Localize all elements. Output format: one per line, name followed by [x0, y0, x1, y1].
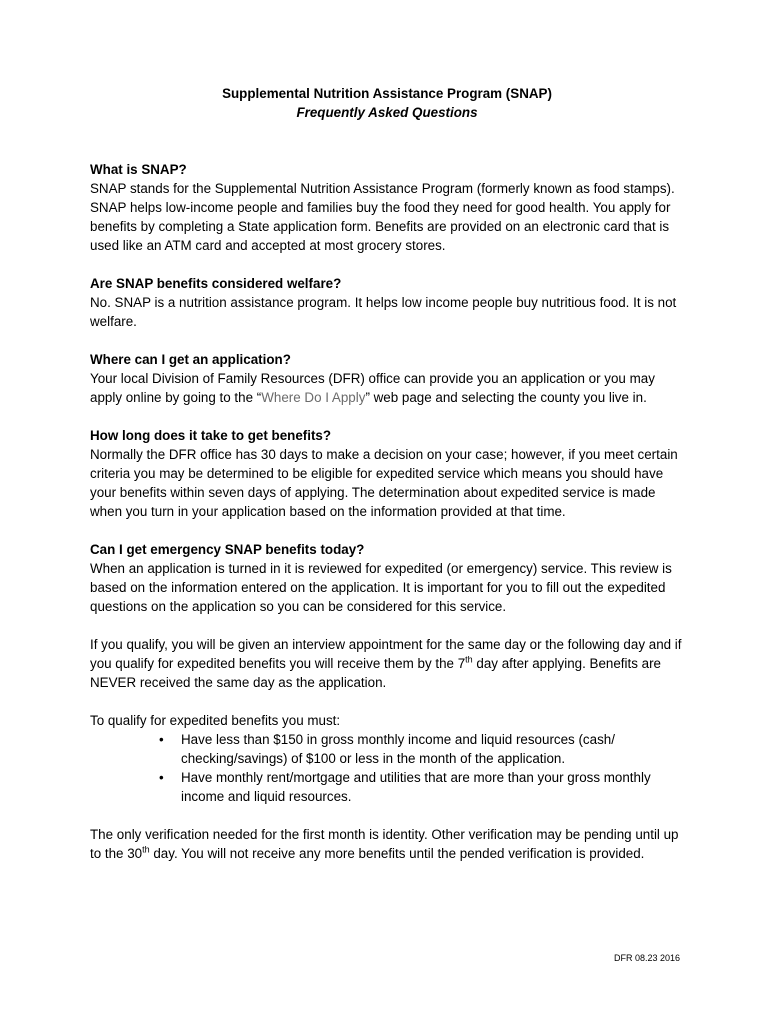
verification-paragraph: [90, 825, 684, 863]
qualify-section: [90, 711, 684, 806]
faq-question: How long does it take to get benefits?: [90, 428, 332, 443]
qualify-intro: To qualify for expedited benefits you must:: [90, 713, 341, 728]
ordinal-suffix: th: [465, 654, 473, 665]
footer-code: DFR 08.23 2016: [613, 953, 680, 963]
faq-section-what-is-snap: [90, 160, 684, 255]
faq-answer: Normally the DFR office has 30 days to make a decision on your case; however, if you meet certain criteria you may be determined to be eligible for expedited service which means you should have your benefits within seven days of applying. The determination about expedited service is made when you turn in your application based on the information provided at that time.: [90, 447, 678, 519]
bullet-text: Have less than $150 in gross monthly income and liquid resources (cash/ checking/savings) of $100 or less in the month of the application.: [181, 732, 615, 766]
qualify-bullet-list: [90, 730, 684, 806]
faq-question: Where can I get an application?: [90, 352, 291, 367]
bullet-icon: •: [159, 732, 164, 747]
faq-section-application: [90, 350, 684, 407]
list-item: [159, 730, 684, 768]
answer-text-before-link: Your local Division of Family Resources (DFR) office can provide you an application or you may apply online by going to the “: [90, 371, 655, 405]
where-do-i-apply-link[interactable]: Where Do I Apply: [261, 390, 366, 405]
faq-answer: [90, 369, 684, 407]
bullet-icon: •: [159, 770, 164, 785]
page-title: Supplemental Nutrition Assistance Program (SNAP): [222, 86, 552, 101]
faq-question: Are SNAP benefits considered welfare?: [90, 276, 342, 291]
faq-answer: When an application is turned in it is reviewed for expedited (or emergency) service. This review is based on the information entered on the application. It is important for you to fill out the expedited questions on the application so you can be considered for this service.: [90, 561, 672, 614]
ordinal-suffix: th: [142, 844, 150, 855]
faq-question: What is SNAP?: [90, 162, 187, 177]
verification-text: The only verification needed for the first month is identity. Other verification may be pending until up to the 30: [90, 827, 679, 861]
interview-paragraph: [90, 635, 684, 692]
interview-text-cont: day after applying. Benefits are NEVER received the same day as the application.: [90, 656, 661, 690]
interview-text: If you qualify, you will be given an interview appointment for the same day or the following day and if you qualify for expedited benefits you will receive them by the 7: [90, 637, 682, 671]
faq-answer: No. SNAP is a nutrition assistance program. It helps low income people buy nutritious food. It is not welfare.: [90, 295, 677, 329]
faq-section-emergency: [90, 540, 684, 616]
faq-question: Can I get emergency SNAP benefits today?: [90, 542, 365, 557]
bullet-text: Have monthly rent/mortgage and utilities that are more than your gross monthly income and liquid resources.: [181, 770, 651, 804]
faq-section-how-long: [90, 426, 684, 521]
page-subtitle: Frequently Asked Questions: [296, 105, 478, 120]
list-item: [159, 768, 684, 806]
faq-section-welfare: [90, 274, 684, 331]
document-content: [90, 84, 684, 882]
verification-text-cont: day. You will not receive any more benefits until the pended verification is provided.: [149, 846, 645, 861]
answer-text-after-link: ” web page and selecting the county you live in.: [365, 390, 647, 405]
faq-answer: SNAP stands for the Supplemental Nutrition Assistance Program (formerly known as food stamps). SNAP helps low-income people and families buy the food they need for good health. You apply for benefits by completing a State application form. Benefits are provided on an electronic card that is used like an ATM card and accepted at most grocery stores.: [90, 181, 675, 253]
title-block: [90, 84, 684, 122]
